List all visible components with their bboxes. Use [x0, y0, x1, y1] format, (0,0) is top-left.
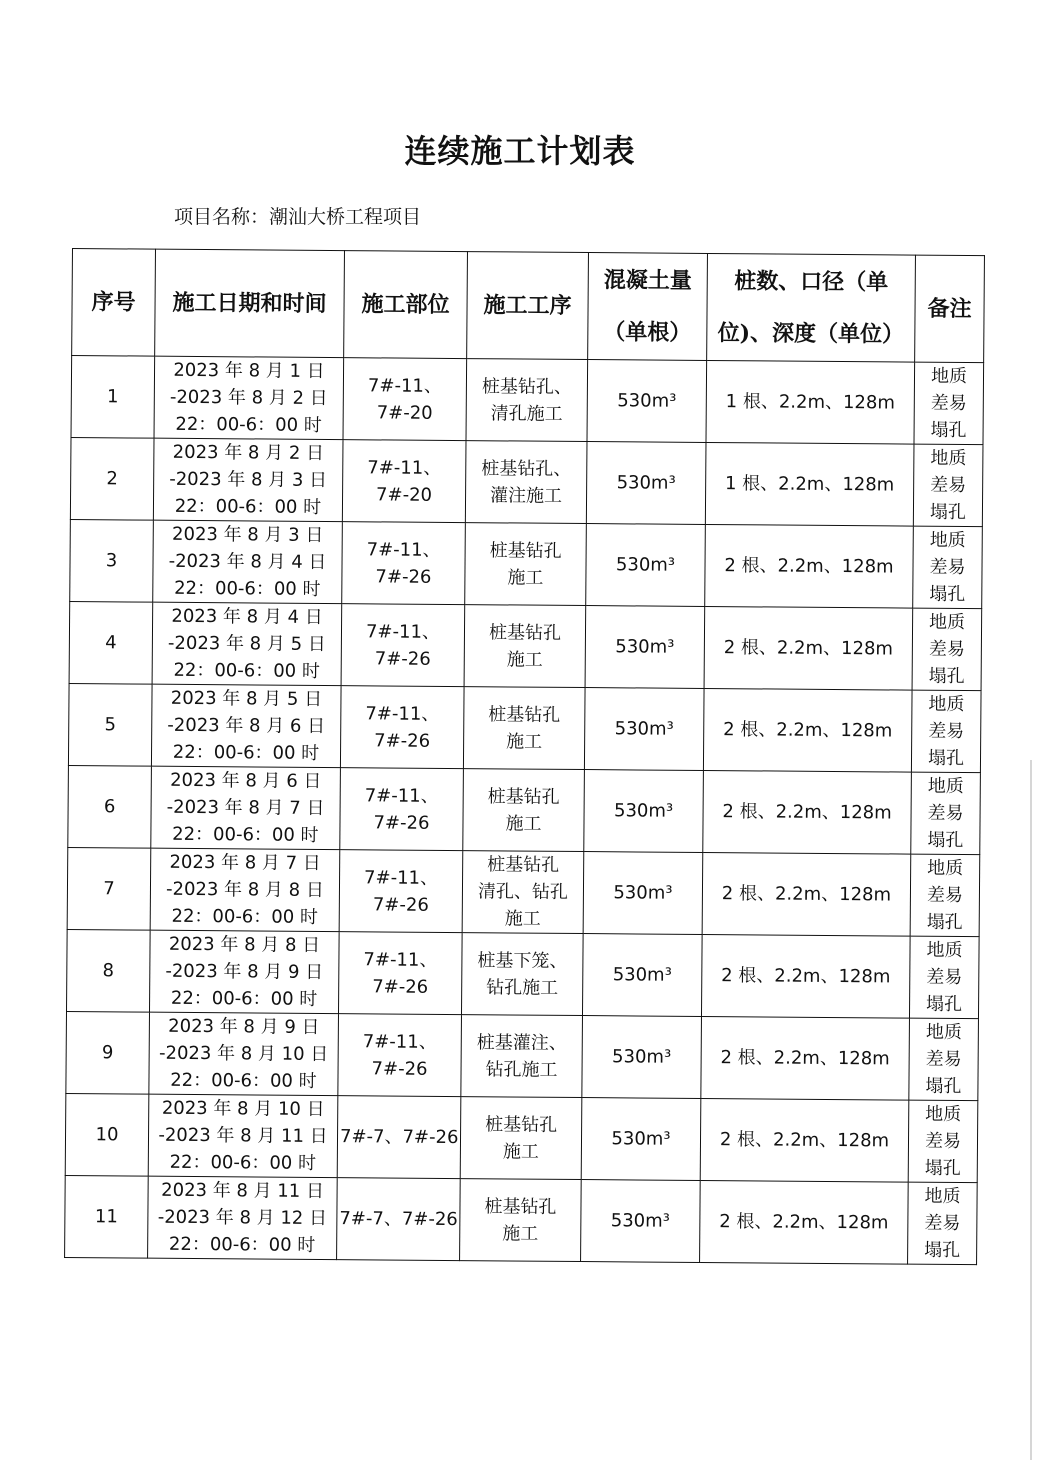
cell-line: 施工日期和时间: [172, 289, 327, 318]
cell-line: 钻孔施工: [486, 976, 559, 999]
cell-line: -2023 年 8 月 7 日: [166, 796, 325, 820]
cell-line: 地质: [930, 447, 967, 470]
header-process: [467, 252, 589, 360]
cell-line: -2023 年 8 月 12 日: [157, 1206, 328, 1230]
table-row: [65, 1175, 978, 1264]
cell-line: 差易: [924, 1130, 962, 1153]
cell-line: 7#-11、: [367, 374, 442, 397]
cell-line: 2023 年 8 月 10 日: [161, 1097, 325, 1121]
cell-line: 桩基钻孔: [487, 785, 560, 808]
cell-pile-spec: 1 根、2.2m、128m: [705, 442, 914, 526]
cell-line: 7#-20: [376, 401, 433, 424]
cell-process: [463, 769, 585, 852]
cell-process: [464, 605, 586, 688]
cell-remark: [912, 608, 982, 691]
cell-no: 9: [66, 1011, 150, 1094]
cell-location: [337, 1096, 461, 1179]
cell-line: 22：00-6：00 时: [175, 413, 322, 436]
cell-line: 差易: [925, 1048, 962, 1071]
cell-remark: [911, 690, 981, 773]
cell-line: 差易: [926, 884, 964, 907]
cell-line: 桩基钻孔: [488, 703, 561, 726]
cell-line: 22：00-6：00 时: [171, 905, 319, 928]
cell-line: 桩数、口径（单: [734, 268, 889, 296]
table-body: [65, 356, 984, 1265]
cell-location: [339, 850, 463, 933]
cell-no: 6: [68, 765, 152, 848]
cell-line: 桩基下笼、: [477, 949, 568, 972]
cell-remark: [913, 444, 983, 527]
cell-line: 2023 年 8 月 7 日: [169, 851, 321, 874]
cell-pile-spec: 2 根、2.2m、128m: [703, 770, 912, 854]
cell-line: 桩基钻孔、: [481, 375, 573, 398]
cell-concrete: 530m³: [584, 688, 704, 771]
header-no: [72, 249, 156, 357]
cell-line: -2023 年 8 月 11 日: [158, 1124, 328, 1148]
cell-line: 施工: [502, 1140, 539, 1163]
cell-line: 2023 年 8 月 9 日: [168, 1015, 320, 1038]
cell-location: [342, 522, 466, 605]
cell-date-time: [154, 356, 344, 439]
cell-pile-spec: 2 根、2.2m、128m: [701, 934, 910, 1018]
table-row: [67, 847, 980, 936]
cell-line: 施工: [502, 1222, 539, 1245]
cell-line: 施工部位: [361, 291, 450, 318]
cell-line: 差易: [926, 966, 963, 989]
cell-line: 桩基钻孔: [485, 1113, 558, 1136]
cell-line: 22：00-6：00 时: [174, 495, 322, 518]
cell-line: 7#-11、: [363, 948, 438, 971]
cell-line: 施工: [505, 812, 542, 835]
cell-line: 7#-11、: [367, 456, 442, 479]
cell-line: -2023 年 8 月 3 日: [169, 468, 328, 492]
cell-line: 7#-11、: [365, 620, 441, 643]
cell-process: [461, 1015, 583, 1098]
cell-no: 2: [70, 437, 154, 520]
table-row: [70, 519, 983, 608]
cell-line: 位)、深度（单位）: [717, 320, 905, 348]
cell-process: [466, 359, 588, 442]
cell-line: 22：00-6：00 时: [172, 741, 320, 764]
cell-line: 7#-7、7#-26: [339, 1208, 458, 1231]
table-row: [69, 601, 982, 690]
cell-process: [465, 523, 587, 606]
cell-line: 塌孔: [927, 747, 965, 770]
cell-date-time: [150, 930, 340, 1013]
cell-location: [342, 440, 466, 523]
cell-location: [343, 358, 467, 441]
cell-line: 地质: [925, 1103, 962, 1126]
cell-line: 2023 年 8 月 6 日: [170, 769, 322, 792]
cell-line: 塌孔: [926, 993, 963, 1016]
cell-no: 8: [67, 929, 151, 1012]
cell-line: 差易: [930, 392, 967, 415]
cell-remark: [914, 362, 984, 445]
cell-line: 22：00-6：00 时: [168, 1233, 316, 1256]
cell-pile-spec: 2 根、2.2m、128m: [704, 606, 913, 690]
cell-location: [338, 932, 462, 1015]
cell-concrete: 530m³: [587, 360, 707, 443]
cell-line: -2023 年 8 月 4 日: [168, 550, 327, 574]
cell-remark: [913, 526, 983, 609]
header-remark: [915, 255, 985, 363]
cell-line: 清孔施工: [490, 402, 563, 425]
cell-process: [465, 441, 587, 524]
cell-line: 施工工序: [483, 292, 572, 319]
cell-line: 备注: [927, 295, 972, 323]
cell-line: 塌孔: [927, 829, 964, 852]
cell-line: 混凝土量: [603, 267, 692, 294]
cell-line: 桩基钻孔、: [481, 457, 572, 480]
table-row: [68, 683, 981, 772]
cell-line: 地质: [929, 611, 966, 634]
cell-line: 7#-26: [374, 729, 431, 752]
cell-line: 差易: [929, 556, 966, 579]
cell-line: 灌注施工: [489, 484, 563, 507]
cell-process: [461, 933, 583, 1016]
table-row: [67, 929, 980, 1018]
cell-line: 清孔、钻孔: [477, 881, 569, 903]
cell-process: [460, 1179, 582, 1262]
cell-date-time: [149, 1012, 339, 1095]
cell-concrete: 530m³: [581, 1098, 701, 1181]
cell-process: [463, 687, 585, 770]
cell-line: 塌孔: [926, 911, 963, 934]
cell-line: 22：00-6：00 时: [170, 1069, 317, 1092]
cell-concrete: 530m³: [581, 1180, 701, 1263]
cell-concrete: 530m³: [582, 1016, 702, 1099]
cell-line: 桩基灌注、: [476, 1031, 567, 1054]
cell-no: 10: [65, 1093, 149, 1176]
cell-line: 地质: [926, 939, 963, 962]
cell-line: 7#-26: [375, 565, 432, 588]
header-date-time: [155, 249, 345, 357]
table-row: [65, 1093, 978, 1182]
cell-date-time: [151, 684, 341, 767]
cell-line: 地质: [924, 1185, 961, 1208]
table-header-row: [72, 249, 985, 363]
cell-line: 塌孔: [929, 583, 966, 606]
cell-line: 2023 年 8 月 5 日: [170, 687, 323, 710]
cell-line: 塌孔: [924, 1239, 961, 1262]
cell-line: 7#-20: [376, 483, 433, 506]
cell-line: 桩基钻孔: [484, 1195, 557, 1218]
cell-line: 22：00-6：00 时: [173, 659, 320, 682]
cell-concrete: 530m³: [585, 606, 705, 689]
cell-date-time: [153, 520, 343, 603]
cell-no: 1: [71, 356, 155, 439]
table-row: [66, 1011, 979, 1100]
cell-location: [337, 1178, 461, 1261]
cell-concrete: 530m³: [584, 770, 704, 853]
cell-line: 地质: [927, 857, 964, 880]
cell-line: -2023 年 8 月 8 日: [165, 878, 324, 901]
cell-date-time: [148, 1094, 338, 1177]
cell-line: -2023 年 8 月 9 日: [165, 960, 324, 983]
cell-line: 施工: [504, 908, 541, 930]
cell-line: 22：00-6：00 时: [170, 987, 318, 1010]
cell-line: 7#-11、: [364, 866, 439, 889]
cell-line: 钻孔施工: [485, 1058, 558, 1081]
cell-line: -2023 年 8 月 2 日: [169, 386, 328, 410]
table-row: [71, 356, 984, 445]
cell-line: 地质: [927, 775, 964, 798]
cell-line: 2023 年 8 月 11 日: [161, 1179, 325, 1203]
cell-line: 塌孔: [925, 1075, 962, 1098]
table-row: [68, 765, 981, 854]
cell-no: 3: [70, 519, 154, 602]
scan-edge-line: [1030, 760, 1032, 1460]
cell-line: 差易: [928, 720, 965, 743]
cell-date-time: [151, 766, 341, 849]
cell-line: 地质: [929, 529, 966, 552]
table-row: [70, 437, 983, 526]
cell-line: 7#-11、: [364, 784, 439, 807]
cell-pile-spec: 1 根、2.2m、128m: [706, 360, 915, 444]
cell-line: 桩基钻孔: [489, 539, 562, 562]
cell-line: 2023 年 8 月 3 日: [172, 523, 324, 546]
cell-line: 施工: [506, 730, 543, 753]
project-label: 项目名称：: [174, 206, 270, 228]
cell-line: 塌孔: [924, 1157, 961, 1180]
construction-plan-table: [64, 248, 985, 1265]
cell-remark: [908, 1100, 978, 1183]
cell-line: -2023 年 8 月 10 日: [158, 1042, 329, 1066]
cell-line: 2023 年 8 月 1 日: [173, 359, 325, 382]
cell-line: 地质: [930, 365, 968, 388]
cell-line: 桩基钻孔: [488, 621, 562, 644]
cell-line: 7#-11、: [362, 1030, 437, 1053]
cell-line: 7#-26: [372, 893, 429, 916]
cell-pile-spec: 2 根、2.2m、128m: [702, 852, 911, 936]
cell-line: 地质: [925, 1021, 962, 1044]
cell-line: 7#-26: [374, 647, 431, 670]
cell-remark: [909, 936, 979, 1019]
cell-line: 22：00-6：00 时: [172, 823, 319, 846]
cell-line: -2023 年 8 月 6 日: [167, 714, 326, 738]
cell-line: 7#-26: [372, 975, 429, 998]
cell-line: 塌孔: [930, 419, 967, 442]
cell-line: 7#-26: [373, 811, 430, 834]
cell-line: 桩基钻孔: [487, 854, 560, 876]
cell-pile-spec: 2 根、2.2m、128m: [703, 688, 912, 772]
project-line: [174, 202, 421, 229]
cell-remark: [909, 1018, 979, 1101]
cell-line: 2023 年 8 月 8 日: [168, 933, 321, 956]
cell-process: [460, 1097, 582, 1180]
cell-concrete: 530m³: [586, 524, 706, 607]
cell-line: 22：00-6：00 时: [169, 1151, 317, 1174]
cell-remark: [908, 1182, 978, 1265]
cell-no: 7: [67, 847, 151, 930]
cell-line: 塌孔: [929, 501, 967, 524]
cell-no: 11: [65, 1175, 149, 1258]
document-title: 连续施工计划表: [404, 132, 636, 170]
header-pile-spec: [707, 253, 916, 362]
cell-line: （单根）: [603, 319, 692, 346]
cell-line: 7#-11、: [366, 538, 441, 561]
cell-line: 地质: [928, 693, 965, 716]
cell-line: 2023 年 8 月 2 日: [172, 441, 325, 464]
cell-line: 差易: [927, 802, 964, 825]
header-location: [344, 251, 468, 359]
cell-location: [338, 1014, 462, 1097]
cell-pile-spec: 2 根、2.2m、128m: [701, 1016, 910, 1100]
cell-pile-spec: 2 根、2.2m、128m: [705, 524, 914, 608]
cell-date-time: [150, 848, 340, 931]
cell-concrete: 530m³: [582, 934, 702, 1017]
cell-location: [340, 686, 464, 769]
cell-line: 2023 年 8 月 4 日: [171, 605, 323, 628]
cell-line: 施工: [506, 648, 543, 671]
cell-remark: [911, 772, 981, 855]
project-name: 潮汕大桥工程项目: [269, 206, 422, 228]
cell-line: 差易: [928, 638, 965, 661]
cell-location: [341, 604, 465, 687]
cell-concrete: 530m³: [583, 852, 703, 935]
cell-location: [340, 768, 464, 851]
cell-line: 22：00-6：00 时: [174, 577, 321, 600]
cell-date-time: [152, 602, 342, 685]
cell-date-time: [148, 1176, 338, 1259]
cell-no: 4: [69, 601, 153, 684]
cell-date-time: [153, 438, 343, 521]
cell-line: 差易: [924, 1212, 961, 1235]
cell-line: -2023 年 8 月 5 日: [167, 632, 326, 656]
cell-line: 7#-11、: [365, 702, 440, 725]
cell-line: 7#-26: [371, 1057, 428, 1080]
cell-line: 施工: [507, 566, 544, 589]
cell-process: [462, 851, 584, 934]
cell-line: 塌孔: [928, 665, 965, 688]
cell-line: 序号: [91, 289, 136, 316]
header-concrete: [588, 253, 708, 361]
cell-remark: [910, 854, 980, 937]
cell-no: 5: [68, 683, 152, 766]
cell-pile-spec: 2 根、2.2m、128m: [700, 1098, 909, 1182]
cell-pile-spec: 2 根、2.2m、128m: [700, 1180, 909, 1264]
cell-line: 7#-7、7#-26: [339, 1126, 459, 1149]
cell-concrete: 530m³: [586, 442, 706, 525]
cell-line: 差易: [930, 474, 967, 497]
